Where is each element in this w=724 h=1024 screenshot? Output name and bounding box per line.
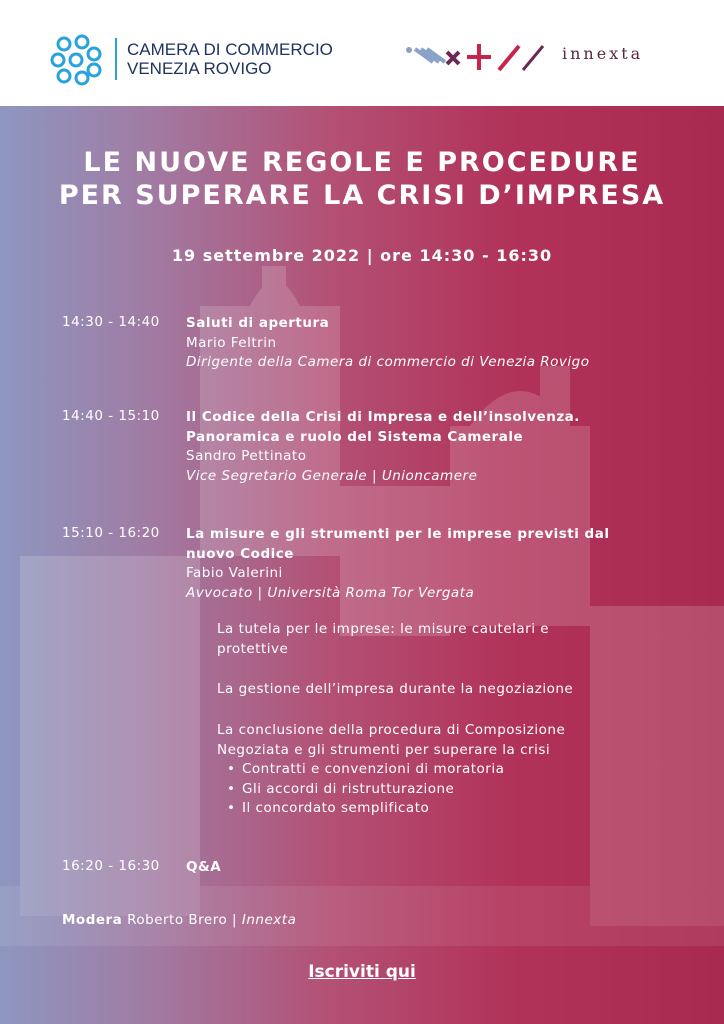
bullet-icon: •	[227, 780, 236, 797]
agenda-title-line1: Il Codice della Crisi di Impresa e dell’insolvenza.	[186, 409, 580, 425]
bullet-text: Gli accordi di ristrutturazione	[242, 780, 455, 797]
bullet-text: Contratti e convenzioni di moratoria	[242, 761, 505, 777]
agenda-content	[186, 314, 706, 373]
bullet-icon: •	[227, 761, 236, 777]
agenda-title-line2: nuovo Codice	[186, 545, 294, 562]
list-item	[217, 780, 697, 800]
moderator-line	[62, 912, 296, 928]
agenda-topic	[217, 620, 697, 659]
agenda-time: 14:30 - 14:40	[62, 314, 160, 330]
logo-divider	[115, 38, 117, 80]
agenda-time: 14:40 - 15:10	[62, 408, 160, 424]
event-title-line1: LE NUOVE REGOLE E PROCEDURE	[83, 147, 641, 178]
event-date: 19 settembre 2022 | ore 14:30 - 16:30	[171, 246, 553, 265]
moderator-org: Innexta	[241, 912, 297, 928]
moderator-label: Modera	[62, 912, 123, 928]
agenda-topic	[217, 680, 697, 700]
agenda-topic-line2: Negoziata e gli strumenti per superare la crisi	[217, 741, 551, 758]
moderator-separator: |	[232, 912, 238, 928]
innexta-mark-icon	[403, 40, 548, 74]
innexta-wordmark: innexta	[562, 44, 644, 63]
agenda-content	[186, 858, 706, 878]
register-link[interactable]: Iscriviti qui	[308, 962, 416, 982]
agenda-title: Saluti di apertura	[186, 315, 330, 331]
agenda-topic-line1: La gestione dell’impresa durante la negoziazione	[217, 681, 574, 697]
agenda-bullet-list	[217, 760, 697, 819]
camera-commercio-logo-icon	[50, 34, 102, 86]
agenda-time: 15:10 - 16:20	[62, 525, 160, 541]
poster-body	[0, 106, 724, 1024]
agenda-speaker: Fabio Valerini	[186, 565, 283, 581]
agenda-speaker: Mario Feltrin	[186, 334, 277, 351]
agenda-topic	[217, 721, 697, 819]
agenda-topic-line1: La conclusione della procedura di Composizione	[217, 722, 566, 738]
camera-commercio-line1: CAMERA DI COMMERCIO	[127, 40, 333, 59]
moderator-name: Roberto Brero	[127, 912, 228, 928]
agenda-title-line1: La misure e gli strumenti per le imprese previsti dal	[186, 526, 610, 542]
agenda-time: 16:20 - 16:30	[62, 858, 160, 874]
agenda-content	[186, 408, 706, 486]
agenda-role: Avvocato | Università Roma Tor Vergata	[186, 584, 475, 601]
agenda-speaker: Sandro Pettinato	[186, 448, 307, 464]
agenda-role: Dirigente della Camera di commercio di Venezia Rovigo	[186, 354, 590, 370]
agenda-role: Vice Segretario Generale | Unioncamere	[186, 467, 478, 484]
header	[0, 0, 724, 106]
agenda-content	[186, 525, 706, 603]
camera-commercio-name	[127, 40, 333, 78]
agenda-title-line2: Panoramica e ruolo del Sistema Camerale	[186, 428, 524, 445]
bullet-text: Il concordato semplificato	[242, 800, 430, 816]
agenda-topic-line1: La tutela per le imprese: le misure cautelari e	[217, 621, 550, 637]
agenda-topic-line2: protettive	[217, 640, 289, 657]
list-item	[217, 760, 697, 780]
camera-commercio-line2: VENEZIA ROVIGO	[127, 59, 272, 78]
event-title	[0, 146, 724, 212]
event-title-line2: PER SUPERARE LA CRISI D’IMPRESA	[58, 180, 666, 211]
bullet-icon: •	[227, 800, 236, 816]
list-item	[217, 799, 697, 819]
agenda-title: Q&A	[186, 859, 222, 875]
